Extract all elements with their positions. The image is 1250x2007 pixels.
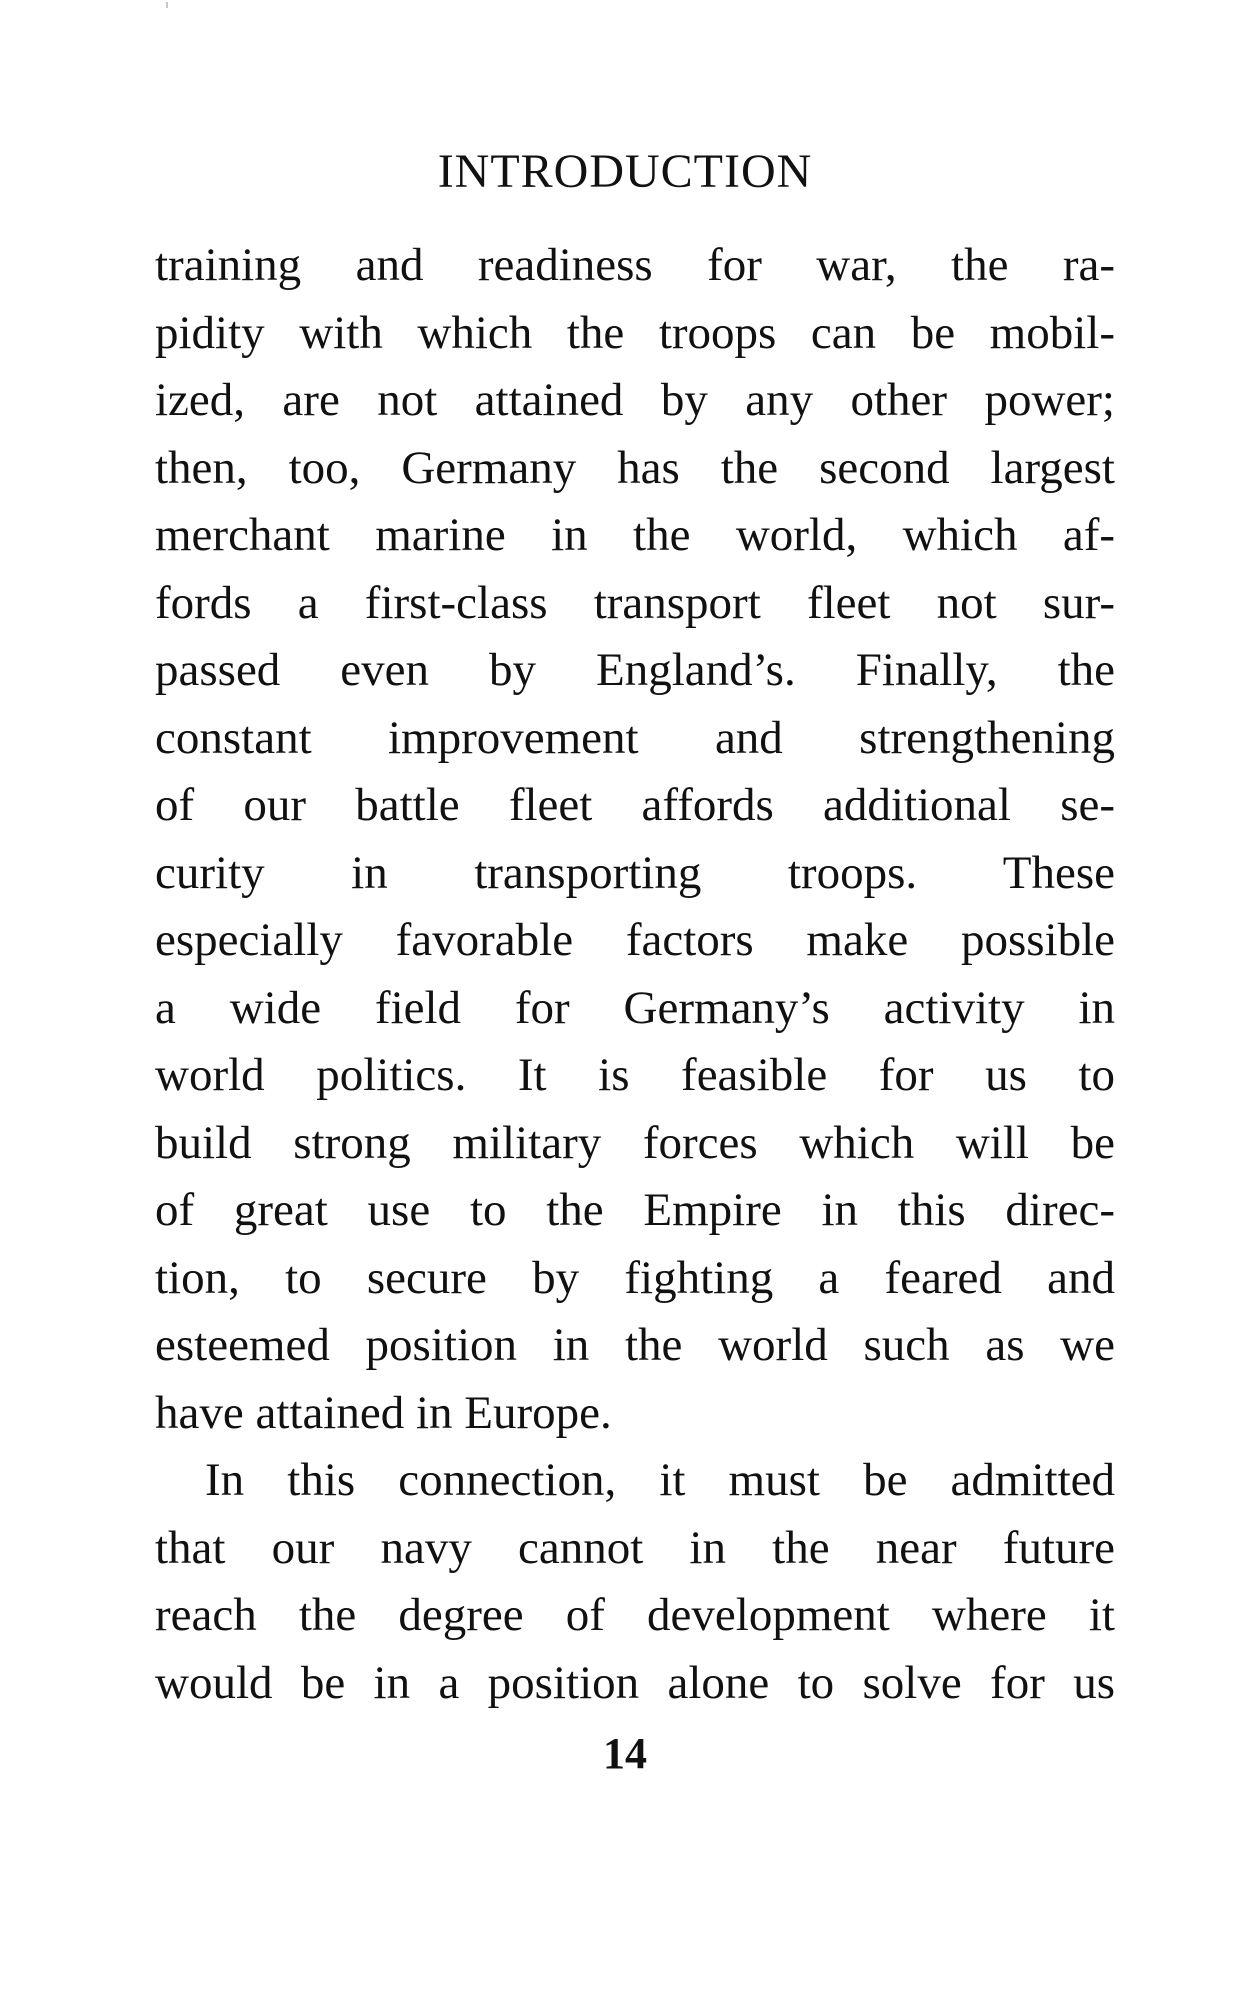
text-line: reach the degree of development where it xyxy=(155,1589,1115,1641)
page-number: 14 xyxy=(603,1729,647,1778)
scan-speck xyxy=(166,2,168,8)
text-line: curity in transporting troops. These xyxy=(155,846,1115,899)
text-line: esteemed position in the world such as we xyxy=(155,1319,1115,1371)
text-line: then, too, Germany has the second largest xyxy=(155,441,1115,494)
text-line: tion, to secure by fighting a feared and xyxy=(155,1251,1115,1304)
text-line: ized, are not attained by any other power; xyxy=(155,374,1115,426)
text-line: of our battle fleet affords additional se- xyxy=(155,779,1115,831)
text-line: a wide field for Germany’s activity in xyxy=(155,981,1115,1034)
body-text xyxy=(155,232,1115,1717)
text-line: fords a first-class transport fleet not sur- xyxy=(155,576,1115,629)
text-line: pidity with which the troops can be mobil- xyxy=(155,306,1115,359)
running-head: INTRODUCTION xyxy=(437,145,813,198)
text-line: In this connection, it must be admitted xyxy=(205,1454,1115,1506)
text-line: merchant marine in the world, which af- xyxy=(155,509,1115,561)
text-line: constant improvement and strengthening xyxy=(155,711,1115,764)
text-line: especially favorable factors make possible xyxy=(155,914,1115,966)
text-line: build strong military forces which will be xyxy=(155,1116,1115,1169)
text-line: would be in a position alone to solve for us xyxy=(155,1656,1115,1709)
text-line: passed even by England’s. Finally, the xyxy=(155,644,1115,696)
text-line: have attained in Europe. xyxy=(155,1386,612,1439)
text-line: training and readiness for war, the ra- xyxy=(155,239,1115,291)
text-line: of great use to the Empire in this direc- xyxy=(155,1184,1115,1236)
text-line: world politics. It is feasible for us to xyxy=(155,1049,1115,1101)
text-line: that our navy cannot in the near future xyxy=(155,1521,1115,1574)
